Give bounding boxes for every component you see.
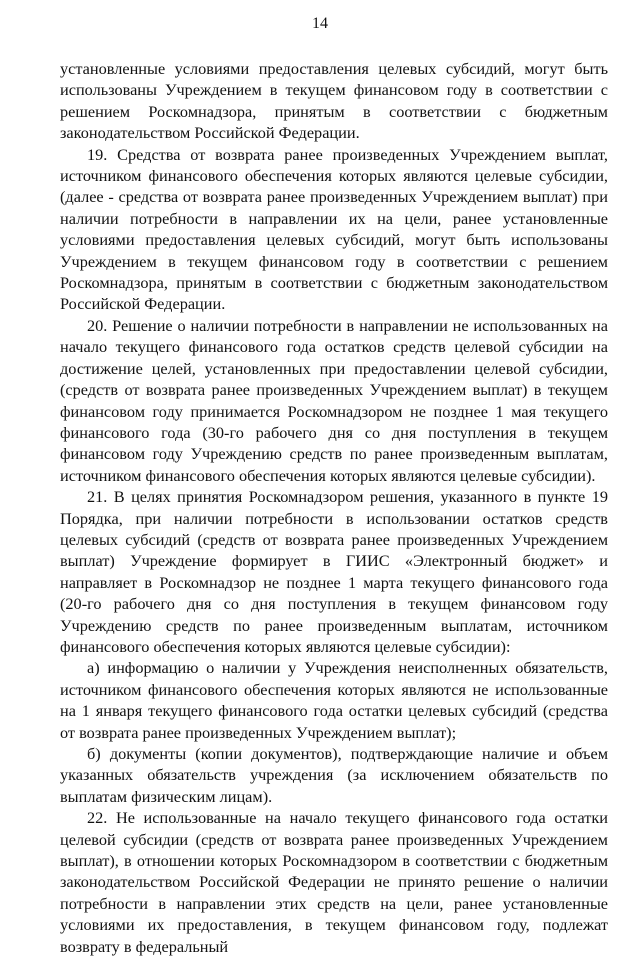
page-number: 14 [312, 15, 328, 32]
paragraph-continuation: установленные условиями предоставления целевых субсидий, могут быть использованы Учреждением в текущем финансовом году в соответствии с решением Роскомнадзора, принятым в соответствии с бюджетным законодательством Российской Федерации. [60, 59, 608, 143]
paragraph-19: 19. Средства от возврата ранее произведенных Учреждением выплат, источником финансового обеспечения которых являются целевые субсидии, (далее - средства от возврата ранее произведенных Учреждением выплат) при наличии потребности в направлении их на цели, ранее установленные условиями предоставления целевых субсидий, могут быть использованы Учреждением в текущем финансовом году в соответствии с решением Роскомнадзора, принятым в соответствии с бюджетным законодательством Российской Федерации. [60, 144, 608, 314]
document-body [60, 58, 608, 957]
paragraph-21-a: а) информацию о наличии у Учреждения неисполненных обязательств, источником финансового обеспечения которых являются не использованные на 1 января текущего финансового года остатки целевых субсидий (средства от возврата ранее произведенных Учреждением выплат); [60, 658, 608, 742]
paragraph-20: 20. Решение о наличии потребности в направлении не использованных на начало текущего финансового года остатков средств целевой субсидии на достижение целей, установленных при предоставлении целевой субсидии, (средств от возврата ранее произведенных Учреждением выплат) в текущем финансовом году принимается Роскомнадзором не позднее 1 мая текущего финансового года (30-го рабочего дня со дня поступления в текущем финансовом году Учреждению средств по ранее произведенным выплатам, источником финансового обеспечения которых являются целевые субсидии). [60, 315, 608, 485]
paragraph-21-b: б) документы (копии документов), подтверждающие наличие и объем указанных обязательств учреждения (за исключением обязательств по выплатам физическим лицам). [60, 744, 608, 806]
paragraph-21: 21. В целях принятия Роскомнадзором решения, указанного в пункте 19 Порядка, при наличии потребности в использовании остатков средств целевых субсидий (средств от возврата ранее произведенных Учреждением выплат) Учреждение формирует в ГИИС «Электронный бюджет» и направляет в Роскомнадзор не позднее 1 марта текущего финансового года (20-го рабочего дня со дня поступления в текущем финансовом году Учреждению средств по ранее произведенным выплатам, источником финансового обеспечения которых являются целевые субсидии): [60, 487, 608, 656]
paragraph-22: 22. Не использованные на начало текущего финансового года остатки целевой субсидии (средств от возврата ранее произведенных Учреждением выплат), в отношении которых Роскомнадзором в соответствии с бюджетным законодательством Российской Федерации не принято решение о наличии потребности в направлении этих средств на цели, ранее установленные условиями их предоставления, в текущем финансовом году, подлежат возврату в федеральный [60, 808, 608, 956]
